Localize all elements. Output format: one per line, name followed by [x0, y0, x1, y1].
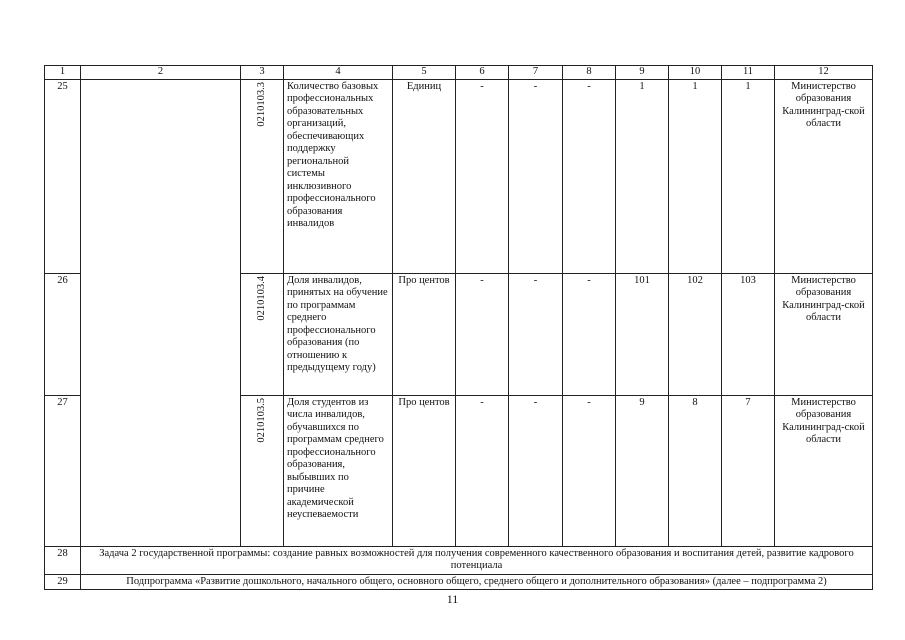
unit: Единиц: [393, 79, 456, 273]
row-number: 28: [45, 546, 81, 574]
value-cell: 7: [722, 395, 775, 546]
responsible: Министерство образования Калининград-ской области: [775, 395, 873, 546]
page-number: 11: [446, 592, 459, 606]
indicator-code: 0210103.3: [255, 81, 267, 127]
row-number: 26: [45, 273, 81, 395]
header-cell: 3: [241, 66, 284, 80]
row-number: 29: [45, 574, 81, 590]
header-cell: 8: [563, 66, 616, 80]
header-cell: 7: [509, 66, 563, 80]
indicator-code-cell: [241, 395, 284, 546]
row-number: 27: [45, 395, 81, 546]
indicator-code: 0210103.4: [255, 275, 267, 321]
value-cell: -: [563, 79, 616, 273]
header-cell: 12: [775, 66, 873, 80]
value-cell: -: [456, 79, 509, 273]
value-cell: -: [563, 395, 616, 546]
header-cell: 1: [45, 66, 81, 80]
indicator-name: Доля студентов из числа инвалидов, обучавшихся по программам среднего профессионального образования, выбывших по причине академической неуспеваемости: [284, 395, 393, 546]
value-cell: -: [509, 79, 563, 273]
subprogram-text: Подпрограмма «Развитие дошкольного, начального общего, основного общего, среднего общего и дополнительного образования» (далее – подпрограмма 2): [81, 574, 873, 590]
value-cell: 102: [669, 273, 722, 395]
header-cell: 5: [393, 66, 456, 80]
header-cell: 10: [669, 66, 722, 80]
task-row: [45, 546, 873, 574]
indicator-code: 0210103.5: [255, 397, 267, 443]
value-cell: -: [509, 273, 563, 395]
header-cell: 11: [722, 66, 775, 80]
task-text: Задача 2 государственной программы: создание равных возможностей для получения современного качественного образования и воспитания детей, развитие кадрового потенциала: [81, 546, 873, 574]
header-row: [45, 66, 873, 80]
value-cell: -: [509, 395, 563, 546]
indicator-name: Количество базовых профессиональных образовательных организаций, обеспечивающих поддержку региональной системы инклюзивного профессионального образования инвалидов: [284, 79, 393, 273]
indicator-name: Доля инвалидов, принятых на обучение по программам среднего профессионального образования (по отношению к предыдущему году): [284, 273, 393, 395]
value-cell: 8: [669, 395, 722, 546]
value-cell: -: [456, 395, 509, 546]
responsible: Министерство образования Калининград-ской области: [775, 273, 873, 395]
header-cell: 9: [616, 66, 669, 80]
value-cell: 101: [616, 273, 669, 395]
indicators-table: [44, 65, 873, 590]
merged-empty-cell: [81, 79, 241, 546]
row-number: 25: [45, 79, 81, 273]
table-row: [45, 79, 873, 273]
value-cell: 103: [722, 273, 775, 395]
header-cell: 6: [456, 66, 509, 80]
unit: Про центов: [393, 395, 456, 546]
unit: Про центов: [393, 273, 456, 395]
indicator-code-cell: [241, 79, 284, 273]
header-cell: 2: [81, 66, 241, 80]
value-cell: 1: [722, 79, 775, 273]
value-cell: -: [456, 273, 509, 395]
indicator-code-cell: [241, 273, 284, 395]
value-cell: 1: [616, 79, 669, 273]
subprogram-row: [45, 574, 873, 590]
value-cell: 1: [669, 79, 722, 273]
value-cell: 9: [616, 395, 669, 546]
responsible: Министерство образования Калининград-ской области: [775, 79, 873, 273]
header-cell: 4: [284, 66, 393, 80]
value-cell: -: [563, 273, 616, 395]
